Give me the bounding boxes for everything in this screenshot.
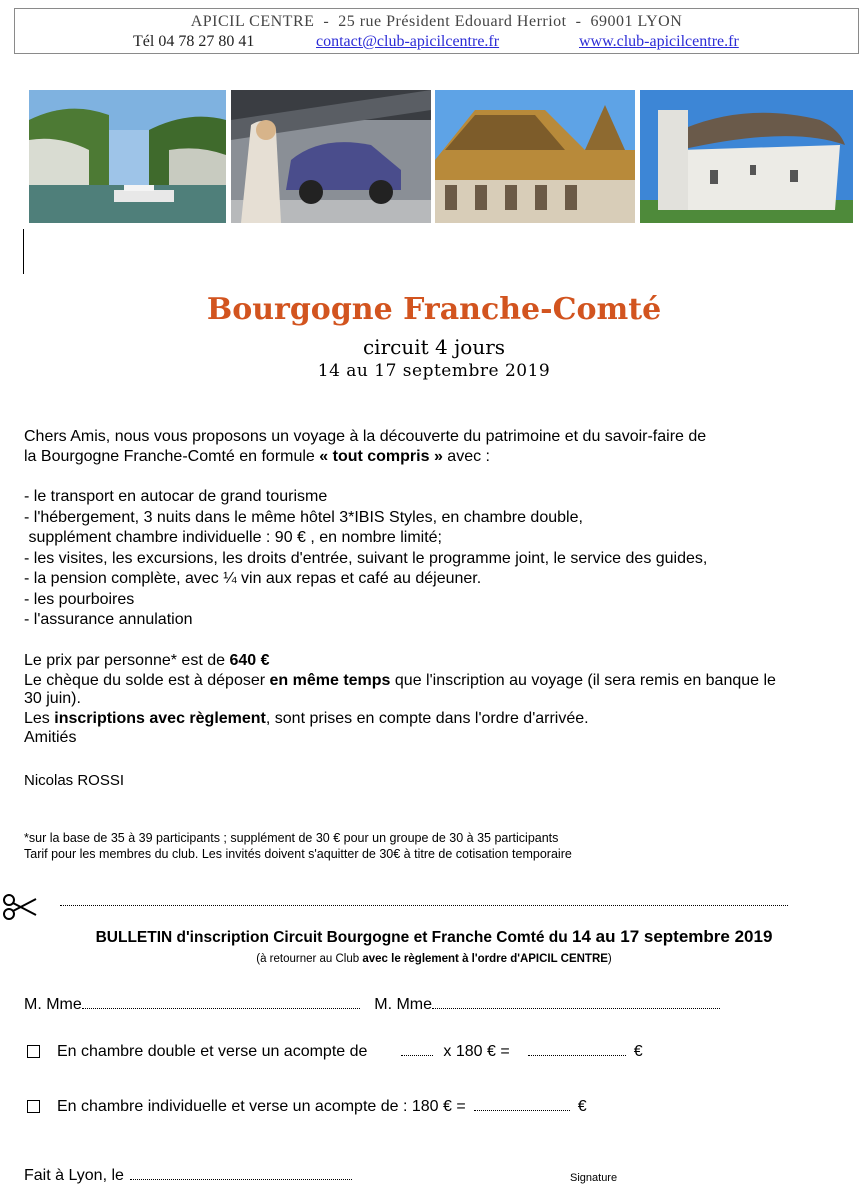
bulletin-subtitle — [0, 953, 868, 965]
intro-text: la Bourgogne Franche-Comté en formule — [24, 448, 320, 465]
footnote-1: *sur la base de 35 à 39 participants ; supplément de 30 € pour un groupe de 30 à 35 participants — [24, 831, 559, 845]
header-website-link[interactable]: www.club-apicilcentre.fr — [579, 33, 739, 50]
header-address: APICIL CENTRE - 25 rue Président Edouard Herriot - 69001 LYON — [190, 13, 683, 30]
price-line — [24, 651, 270, 671]
double-room-checkbox[interactable] — [27, 1045, 40, 1058]
list-item: - l'hébergement, 3 nuits dans le même hôtel 3*IBIS Styles, en chambre double, — [24, 509, 583, 526]
single-room-checkbox[interactable] — [27, 1100, 40, 1113]
bulletin-sub-end: ) — [607, 953, 612, 965]
price-value: 640 € — [229, 652, 270, 669]
bulletin-sub-emphasis: avec le règlement à l'ordre d'APICIL CENTRE — [362, 953, 608, 965]
bulletin-word: BULLETIN — [95, 929, 177, 946]
intro-line-1: Chers Amis, nous vous proposons un voyage à la découverte du patrimoine et du savoir-faire de — [24, 428, 707, 445]
photo-ronchamp-chapel — [640, 90, 853, 223]
scissors-icon — [2, 893, 38, 921]
bulletin-text: d'inscription Circuit Bourgogne et Franche Comté du — [176, 929, 573, 946]
inscriptions-emphasis: inscriptions avec règlement — [54, 710, 266, 727]
photo-lake-cliffs — [29, 90, 226, 223]
cheque-text: Le chèque du solde est à déposer — [24, 672, 270, 689]
double-room-multiplier: x 180 € = — [443, 1043, 510, 1060]
euro-symbol: € — [633, 1043, 643, 1060]
header-email-link[interactable]: contact@club-apicilcentre.fr — [316, 33, 500, 50]
place-date-label: Fait à Lyon, le — [24, 1167, 124, 1184]
double-room-label: En chambre double et verse un acompte de — [57, 1043, 368, 1060]
place-date-field[interactable] — [130, 1168, 352, 1180]
header-box — [14, 8, 859, 54]
double-room-total-field[interactable] — [528, 1044, 626, 1056]
intro-text-end: avec : — [442, 448, 490, 465]
single-room-label: En chambre individuelle et verse un acompte de : 180 € = — [57, 1098, 466, 1115]
cheque-text-end: que l'inscription au voyage (il sera remis en banque le — [390, 672, 776, 689]
list-item: supplément chambre individuelle : 90 € , en nombre limité; — [24, 529, 442, 546]
name-label-1: M. Mme — [24, 996, 82, 1013]
euro-symbol: € — [577, 1098, 587, 1115]
signature-label: Signature — [570, 1172, 618, 1184]
name-field-2[interactable] — [432, 997, 720, 1009]
double-room-row — [57, 1043, 643, 1061]
single-room-row — [57, 1098, 587, 1116]
inscriptions-text: Les — [24, 710, 55, 727]
closing: Amitiés — [24, 729, 77, 746]
page-subtitle: circuit 4 jours — [362, 335, 506, 359]
cheque-line-2: 30 juin). — [24, 690, 81, 707]
place-date-row — [24, 1167, 352, 1185]
name-field-1[interactable] — [82, 997, 360, 1009]
list-item: - le transport en autocar de grand tourisme — [24, 488, 328, 505]
footnote-2: Tarif pour les membres du club. Les invités doivent s'aquitter de 30€ à titre de cotisation temporaire — [24, 847, 572, 861]
name-row — [24, 996, 720, 1014]
price-label: Le prix par personne* est de — [24, 652, 230, 669]
photo-car-factory — [231, 90, 431, 223]
text-cursor — [23, 229, 24, 274]
cut-line — [60, 896, 788, 906]
single-room-total-field[interactable] — [474, 1099, 570, 1111]
name-label-2: M. Mme — [374, 996, 433, 1013]
page-title: Bourgogne Franche-Comté — [206, 292, 662, 327]
bulletin-dates: 14 au 17 septembre 2019 — [572, 927, 773, 946]
photo-strip — [0, 90, 868, 225]
list-item: - les pourboires — [24, 591, 135, 608]
inscriptions-line — [24, 709, 589, 729]
list-item: - les visites, les excursions, les droits d'entrée, suivant le programme joint, le service des guides, — [24, 550, 708, 567]
list-item: - la pension complète, avec ¼ vin aux repas et café au déjeuner. — [24, 570, 482, 587]
photo-hospices-beaune — [435, 90, 635, 223]
intro-emphasis: « tout compris » — [319, 448, 443, 465]
intro-line-2 — [24, 447, 490, 467]
cheque-line-1 — [24, 671, 776, 691]
bulletin-sub-text: (à retourner au Club — [256, 953, 363, 965]
signatory: Nicolas ROSSI — [24, 772, 125, 789]
list-item: - l'assurance annulation — [24, 611, 193, 628]
bulletin-title — [0, 927, 868, 947]
inscriptions-text-end: , sont prises en compte dans l'ordre d'arrivée. — [265, 710, 589, 727]
header-phone: Tél 04 78 27 80 41 — [133, 33, 255, 50]
trip-dates: 14 au 17 septembre 2019 — [317, 361, 551, 381]
double-room-qty-field[interactable] — [401, 1044, 433, 1056]
cheque-emphasis: en même temps — [269, 672, 391, 689]
